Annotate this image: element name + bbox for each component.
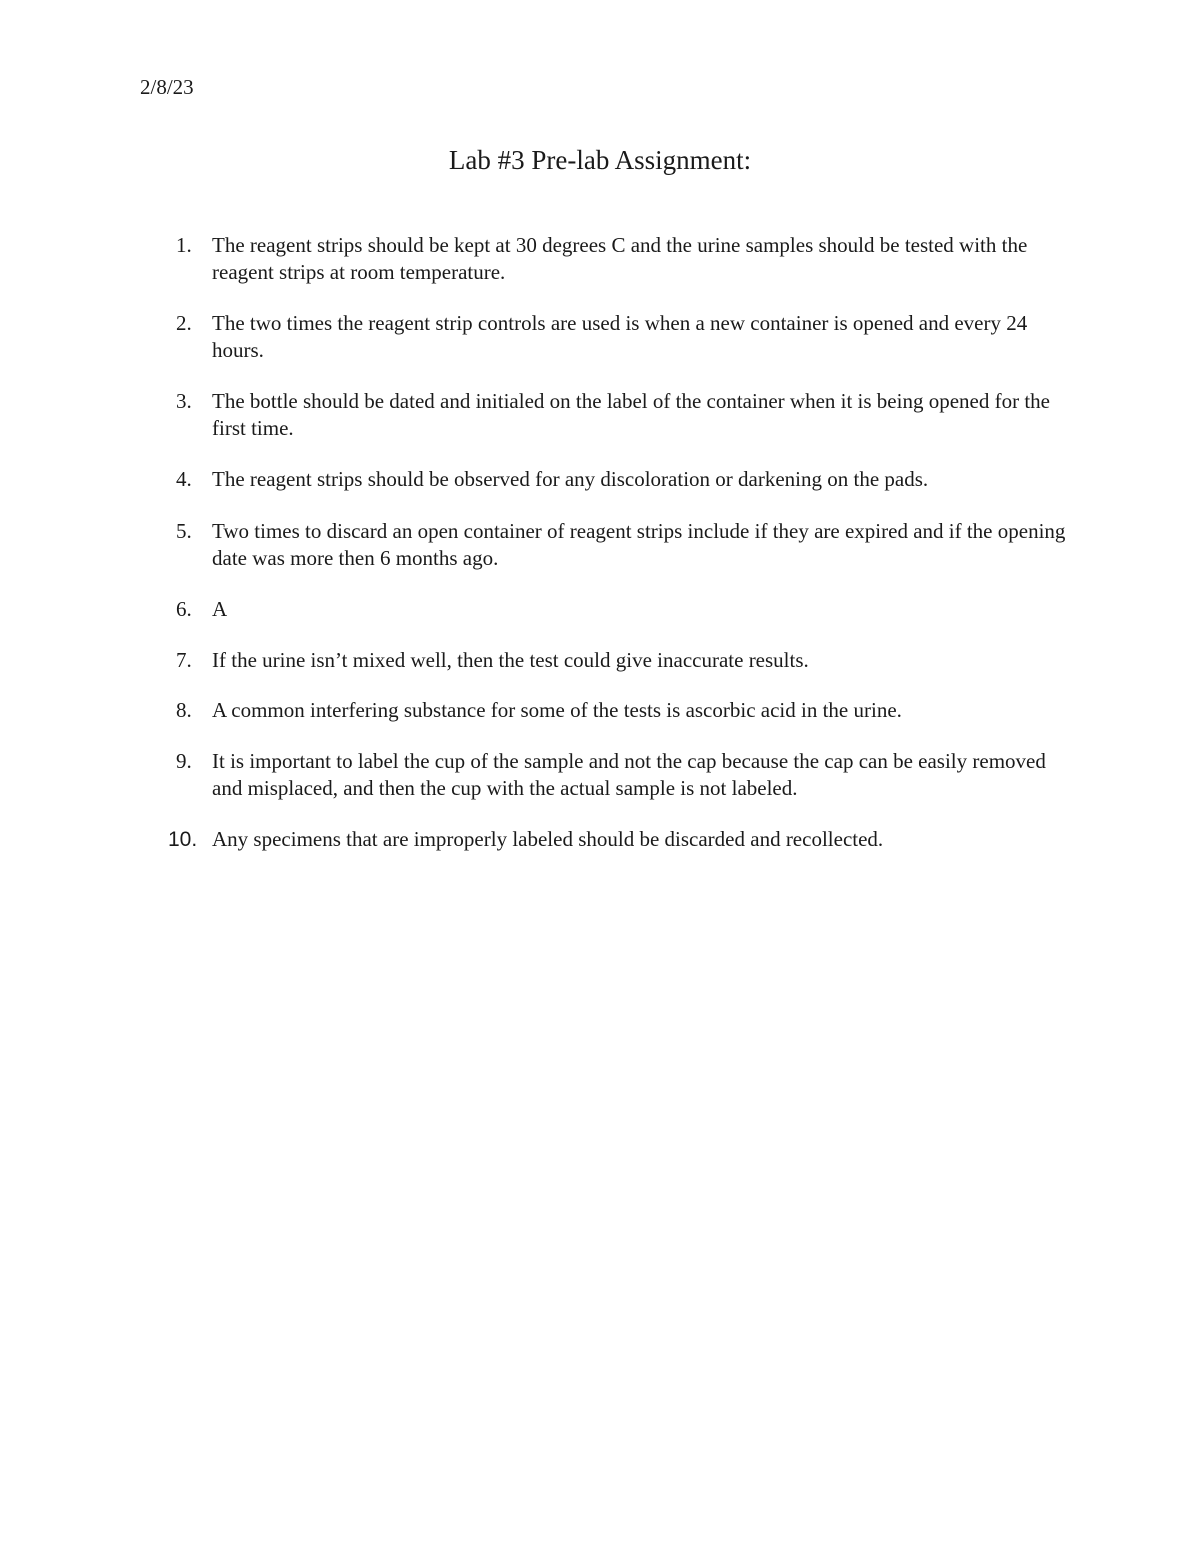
list-item-text: Two times to discard an open container of reagent strips include if they are expired and if the opening date was more then 6 months ago.: [212, 519, 1066, 570]
list-item-text: The reagent strips should be kept at 30 degrees C and the urine samples should be tested with the reagent strips at room temperature.: [212, 233, 1028, 284]
list-item-number: 6.: [176, 597, 192, 621]
list-item-number: 5.: [176, 519, 192, 543]
list-item-number: 4.: [176, 467, 192, 491]
document-title: Lab #3 Pre-lab Assignment:: [448, 145, 752, 175]
list-item-text: A common interfering substance for some of the tests is ascorbic acid in the urine.: [212, 698, 902, 722]
list-item-text: If the urine isn’t mixed well, then the test could give inaccurate results.: [212, 648, 809, 672]
document-date: 2/8/23: [140, 75, 194, 99]
list-item-number: 10.: [168, 828, 198, 851]
list-item-text: A: [212, 597, 228, 621]
list-item-text: It is important to label the cup of the sample and not the cap because the cap can be easily removed and misplaced, and then the cup with the actual sample is not labeled.: [212, 749, 1046, 800]
list-item-text: Any specimens that are improperly labeled should be discarded and recollected.: [212, 827, 884, 851]
list-item-number: 7.: [176, 648, 192, 672]
list-item-number: 3.: [176, 389, 192, 413]
list-item-number: 1.: [176, 233, 192, 257]
list-item-text: The bottle should be dated and initialed on the label of the container when it is being opened for the first time.: [212, 389, 1051, 440]
list-item-number: 2.: [176, 311, 192, 335]
list-item-number: 8.: [176, 698, 192, 722]
list-item-text: The two times the reagent strip controls are used is when a new container is opened and every 24 hours.: [212, 311, 1028, 362]
list-item-text: The reagent strips should be observed for any discoloration or darkening on the pads.: [212, 467, 929, 491]
list-item-number: 9.: [176, 749, 192, 773]
